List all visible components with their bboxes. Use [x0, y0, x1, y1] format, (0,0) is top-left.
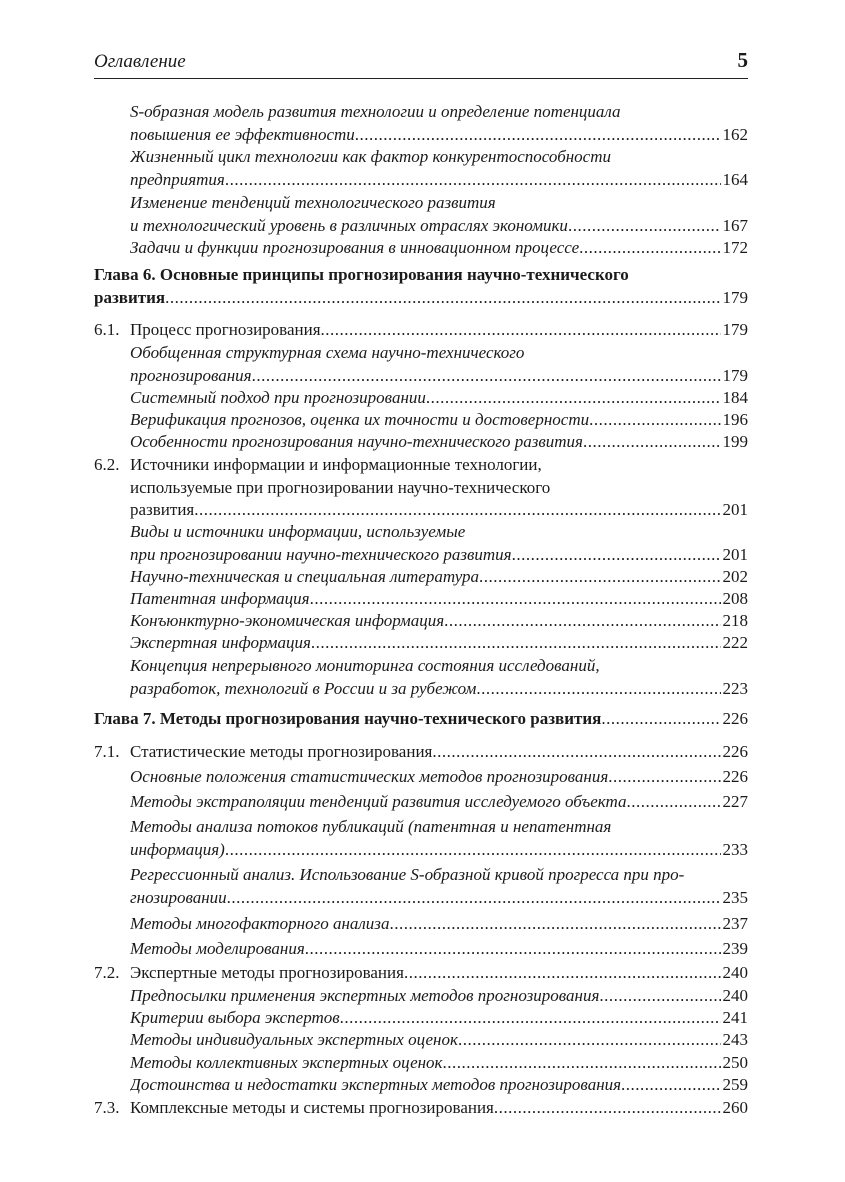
toc-entry-title: Основные положения статистических методов прогнозирования	[130, 767, 609, 786]
dot-leader	[568, 215, 721, 238]
toc-entry-line	[130, 588, 748, 611]
dot-leader	[310, 588, 721, 611]
toc-entry-line	[130, 632, 748, 655]
toc-entry-title: Критерии выбора экспертов	[130, 1008, 340, 1027]
toc-entry-title: Виды и источники информации, используемые	[130, 522, 466, 541]
toc-page-number: 179	[722, 365, 748, 385]
toc-page-number: 237	[722, 914, 748, 933]
toc-section-number: 7.1.	[94, 742, 120, 761]
toc-page-number: 240	[722, 963, 748, 982]
toc-subsection	[94, 521, 748, 566]
dot-leader	[389, 913, 720, 936]
toc-entry-title: Экспертная информация	[130, 633, 311, 652]
toc-entry-line	[130, 454, 748, 477]
toc-entry-line	[130, 237, 748, 260]
toc-entry-line	[130, 101, 748, 124]
toc-entry-line	[130, 887, 748, 910]
toc-entry-title: Системный подход при прогнозировании	[130, 388, 426, 407]
toc-entry-title: и технологический уровень в различных отраслях экономики	[130, 215, 568, 235]
toc-chapter	[94, 708, 748, 731]
toc-entry-line	[130, 387, 748, 410]
toc-section-number: 6.1.	[94, 320, 120, 339]
dot-leader	[225, 169, 721, 192]
toc-page-number: 201	[722, 500, 748, 520]
toc-subsection	[94, 192, 748, 237]
toc-subsection	[94, 566, 748, 589]
toc-page-number: 218	[722, 611, 748, 630]
toc-entry-title: Верификация прогнозов, оценка их точности и достоверности	[130, 410, 590, 429]
toc-subsection	[94, 864, 748, 909]
toc-entry-line	[130, 477, 748, 500]
toc-chapter	[94, 264, 748, 309]
toc-page-number: 184	[722, 388, 748, 407]
toc-entry-line	[130, 169, 748, 192]
toc-page-number: 223	[722, 678, 748, 698]
running-header-title: Оглавление	[94, 51, 186, 72]
toc-entry-line	[130, 1097, 748, 1120]
toc-entry-title: Глава 6. Основные принципы прогнозирования научно-технического	[94, 265, 629, 284]
dot-leader	[608, 766, 720, 789]
toc-subsection	[94, 431, 748, 454]
toc-section	[94, 1097, 748, 1120]
toc-entry-title: Методы экстраполяции тенденций развития исследуемого объекта	[130, 792, 627, 811]
page-number: 5	[737, 48, 748, 72]
toc-entry-title: используемые при прогнозировании научно-технического	[130, 477, 551, 497]
toc-entry-line	[130, 124, 748, 147]
toc-entry-line	[130, 431, 748, 454]
toc-page-number: 235	[722, 887, 748, 907]
toc-entry-title: Источники информации и информационные технологии,	[130, 455, 542, 474]
toc-page-number: 201	[722, 544, 748, 564]
dot-leader	[621, 1074, 720, 1097]
toc-page-number: 233	[722, 839, 748, 859]
toc-entry-title: предприятия	[130, 169, 225, 189]
dot-leader	[458, 1029, 721, 1052]
toc-entry-title: информация)	[130, 839, 225, 859]
toc-entry-line	[130, 499, 748, 522]
toc-section-number: 7.2.	[94, 963, 120, 982]
toc-page-number: 250	[722, 1053, 748, 1072]
toc-page-number: 179	[722, 320, 748, 339]
toc-section	[94, 454, 748, 522]
toc-entry-title: Обобщенная структурная схема научно-технического	[130, 343, 525, 362]
toc-entry-line	[130, 678, 748, 701]
dot-leader	[479, 566, 720, 589]
dot-leader	[583, 431, 721, 454]
toc-subsection	[94, 1074, 748, 1097]
toc-entry-line	[130, 864, 748, 887]
toc-page-number: 226	[722, 767, 748, 786]
toc-subsection	[94, 816, 748, 861]
toc-entry-line	[130, 1007, 748, 1030]
toc-page-number: 227	[722, 792, 748, 811]
toc-subsection	[94, 632, 748, 655]
header-rule	[94, 78, 748, 79]
toc-subsection	[94, 791, 748, 814]
toc-entry-title: Конъюнктурно-экономическая информация	[130, 611, 445, 630]
dot-leader	[589, 409, 720, 432]
dot-leader	[305, 938, 721, 961]
toc-entry-line	[130, 766, 748, 789]
toc-entry-line	[130, 1052, 748, 1075]
toc-subsection	[94, 938, 748, 961]
toc-entry-line	[94, 264, 748, 287]
toc-entry-line	[130, 146, 748, 169]
toc-subsection	[94, 766, 748, 789]
toc-page-number: 162	[722, 124, 748, 144]
toc-section	[94, 741, 748, 764]
toc-entry-title: Методы индивидуальных экспертных оценок	[130, 1030, 458, 1049]
toc-entry-line	[130, 962, 748, 985]
toc-entry-title: Жизненный цикл технологии как фактор конкурентоспособности	[130, 147, 611, 166]
dot-leader	[225, 839, 721, 862]
toc-page-number: 241	[722, 1008, 748, 1027]
toc-page-number: 179	[722, 287, 748, 307]
toc-entry-line	[130, 544, 748, 567]
toc-page-number: 202	[722, 567, 748, 586]
toc-entry-line	[130, 192, 748, 215]
toc-subsection	[94, 146, 748, 191]
toc-entry-title: прогнозирования	[130, 365, 252, 385]
dot-leader	[599, 985, 720, 1008]
dot-leader	[476, 678, 720, 701]
toc-entry-line	[130, 1074, 748, 1097]
toc-entry-title: Процесс прогнозирования	[130, 320, 321, 339]
toc-entry-title: при прогнозировании научно-технического развития	[130, 544, 512, 564]
toc-entry-title: Научно-техническая и специальная литература	[130, 567, 480, 586]
toc-entry-title: Статистические методы прогнозирования	[130, 742, 433, 761]
toc-entry-title: S-образная модель развития технологии и определение потенциала	[130, 102, 621, 121]
toc-section	[94, 319, 748, 342]
dot-leader	[626, 791, 720, 814]
dot-leader	[194, 499, 720, 522]
toc-entry-line	[130, 985, 748, 1008]
toc-entry-title: Патентная информация	[130, 589, 310, 608]
toc-subsection	[94, 101, 748, 146]
toc-entry-line	[130, 1029, 748, 1052]
toc-subsection	[94, 1029, 748, 1052]
toc-entry-title: Предпосылки применения экспертных методов прогнозирования	[130, 986, 600, 1005]
toc-entry-title: Экспертные методы прогнозирования	[130, 963, 404, 982]
dot-leader	[432, 741, 720, 764]
toc-page-number: 172	[722, 238, 748, 257]
toc-page-number: 164	[722, 169, 748, 189]
toc-entry-title: Комплексные методы и системы прогнозирования	[130, 1098, 494, 1117]
toc-entry-line	[130, 791, 748, 814]
toc-entry-line	[130, 319, 748, 342]
dot-leader	[252, 365, 721, 388]
toc-entry-line	[130, 342, 748, 365]
toc-entry-line	[130, 839, 748, 862]
dot-leader	[340, 1007, 721, 1030]
toc-page-number: 240	[722, 986, 748, 1005]
toc-entry-title: развития	[130, 500, 195, 520]
toc-subsection	[94, 655, 748, 700]
dot-leader	[494, 1097, 721, 1120]
toc-entry-line	[130, 913, 748, 936]
toc-page-number: 226	[722, 742, 748, 761]
dot-leader	[311, 632, 721, 655]
dot-leader	[321, 319, 721, 342]
toc-page-number: 259	[722, 1075, 748, 1094]
toc-entry-line	[130, 610, 748, 633]
toc-entry-line	[94, 708, 748, 731]
toc-subsection	[94, 409, 748, 432]
toc-page-number: 208	[722, 589, 748, 608]
dot-leader	[426, 387, 721, 410]
toc-entry-title: Регрессионный анализ. Использование S-образной кривой прогресса при про-	[130, 865, 685, 884]
dot-leader	[227, 887, 721, 910]
toc-page-number: 226	[722, 709, 748, 728]
toc-entry-line	[130, 655, 748, 678]
toc-page-number: 239	[722, 939, 748, 958]
toc-subsection	[94, 985, 748, 1008]
toc-section	[94, 962, 748, 985]
toc-page-number: 243	[722, 1030, 748, 1049]
dot-leader	[444, 610, 720, 633]
toc-entry-title: Достоинства и недостатки экспертных методов прогнозирования	[130, 1075, 622, 1094]
toc-subsection	[94, 913, 748, 936]
toc-entry-line	[130, 566, 748, 589]
toc-page-number: 199	[722, 432, 748, 451]
toc-entry-line	[130, 365, 748, 388]
toc-entry-title: Методы анализа потоков публикаций (патентная и непатентная	[130, 817, 612, 836]
toc-subsection	[94, 237, 748, 260]
dot-leader	[512, 544, 721, 567]
toc-entry-title: Задачи и функции прогнозирования в инновационном процессе	[130, 238, 580, 257]
toc-subsection	[94, 1007, 748, 1030]
toc-entry-line	[130, 215, 748, 238]
dot-leader	[404, 962, 721, 985]
toc-subsection	[94, 342, 748, 387]
toc-entry-title: Методы коллективных экспертных оценок	[130, 1053, 443, 1072]
toc-entry-title: развития	[94, 287, 166, 307]
dot-leader	[601, 708, 720, 731]
running-header	[94, 47, 748, 77]
toc-entry-line	[94, 287, 748, 310]
toc-entry-line	[130, 409, 748, 432]
toc-page-number: 260	[722, 1098, 748, 1117]
toc-page-number: 167	[722, 215, 748, 235]
toc-entry-title: Методы моделирования	[130, 939, 305, 958]
toc-entry-line	[130, 521, 748, 544]
toc-entry-title: Особенности прогнозирования научно-технического развития	[130, 432, 583, 451]
toc-subsection	[94, 588, 748, 611]
toc-entry-title: Изменение тенденций технологического развития	[130, 193, 496, 212]
toc-entry-title: повышения ее эффективности	[130, 124, 355, 144]
toc-entry-line	[130, 938, 748, 961]
toc-entry-line	[130, 816, 748, 839]
toc-section-number: 7.3.	[94, 1098, 120, 1117]
dot-leader	[165, 287, 720, 310]
toc-entry-line	[130, 741, 748, 764]
toc-entry-title: разработок, технологий в России и за рубежом	[130, 678, 477, 698]
toc-page-number: 222	[722, 633, 748, 652]
dot-leader	[579, 237, 720, 260]
toc-page-number: 196	[722, 410, 748, 429]
toc-subsection	[94, 1052, 748, 1075]
toc-subsection	[94, 387, 748, 410]
toc-entry-title: Концепция непрерывного мониторинга состояния исследований,	[130, 656, 600, 675]
toc-entry-title: Глава 7. Методы прогнозирования научно-технического развития	[94, 709, 602, 728]
toc-subsection	[94, 610, 748, 633]
dot-leader	[355, 124, 721, 147]
toc-section-number: 6.2.	[94, 455, 120, 474]
dot-leader	[443, 1052, 721, 1075]
toc-entry-title: гнозировании	[130, 887, 227, 907]
toc-entry-title: Методы многофакторного анализа	[130, 914, 390, 933]
